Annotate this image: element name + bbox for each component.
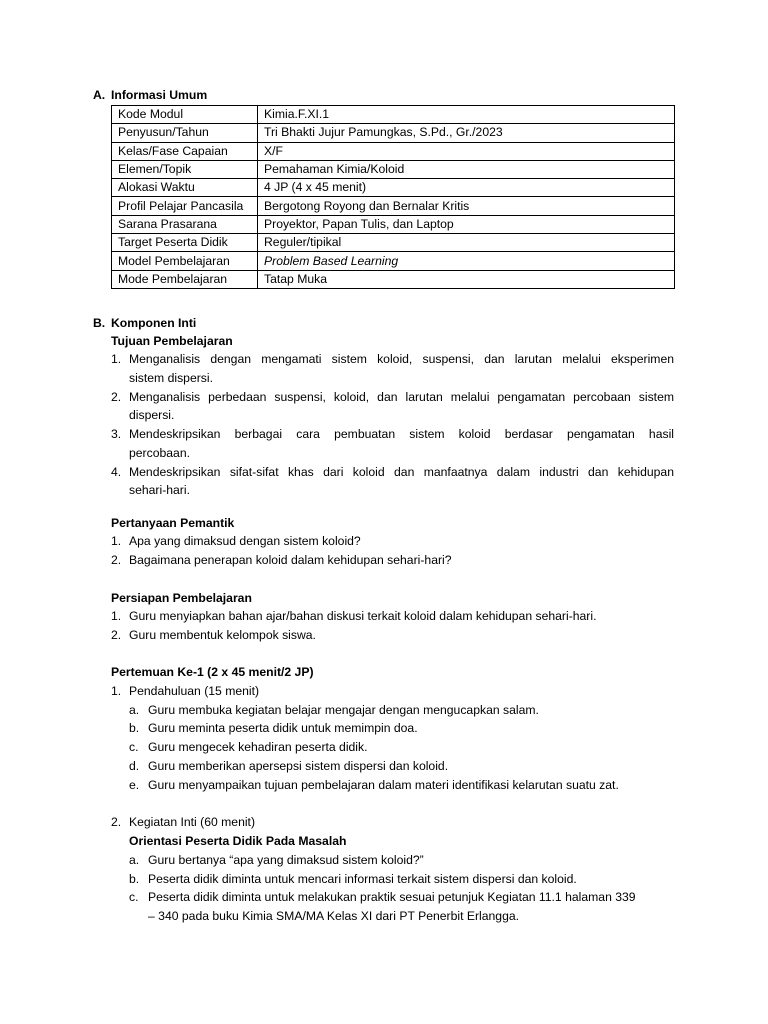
table-row bbox=[112, 142, 675, 160]
persiapan-heading: Persiapan Pembelajaran bbox=[111, 591, 252, 605]
list-item: Peserta didik diminta untuk mencari informasi terkait sistem dispersi dan koloid. bbox=[148, 872, 577, 886]
table-row bbox=[112, 179, 675, 197]
list-number: 2. bbox=[111, 628, 122, 642]
row-value: Reguler/tipikal bbox=[258, 234, 675, 252]
list-number: 2. bbox=[111, 390, 122, 404]
list-letter: d. bbox=[129, 759, 140, 773]
section-a-label: A. bbox=[93, 88, 106, 102]
list-item-continuation: sistem dispersi. bbox=[129, 371, 213, 385]
pemantik-heading: Pertanyaan Pemantik bbox=[111, 516, 235, 530]
table-row bbox=[112, 160, 675, 178]
list-number: 1. bbox=[111, 684, 122, 698]
list-item: Peserta didik diminta untuk melakukan praktik sesuai petunjuk Kegiatan 11.1 halaman 339 bbox=[148, 890, 636, 904]
orientasi-heading: Orientasi Peserta Didik Pada Masalah bbox=[129, 834, 347, 848]
list-letter: b. bbox=[129, 721, 140, 735]
row-value: Tri Bhakti Jujur Pamungkas, S.Pd., Gr./2023 bbox=[258, 124, 675, 142]
list-item: Bagaimana penerapan koloid dalam kehidupan sehari-hari? bbox=[129, 553, 452, 567]
tujuan-heading: Tujuan Pembelajaran bbox=[111, 334, 233, 348]
section-b-label: B. bbox=[93, 316, 106, 330]
list-item: Guru menyiapkan bahan ajar/bahan diskusi terkait koloid dalam kehidupan sehari-hari. bbox=[129, 609, 597, 623]
row-key: Elemen/Topik bbox=[112, 160, 258, 178]
row-key: Mode Pembelajaran bbox=[112, 270, 258, 288]
list-letter: e. bbox=[129, 778, 140, 792]
inti-title: Kegiatan Inti (60 menit) bbox=[129, 815, 256, 829]
list-number: 1. bbox=[111, 534, 122, 548]
list-number: 3. bbox=[111, 427, 122, 441]
row-key: Target Peserta Didik bbox=[112, 234, 258, 252]
list-letter: c. bbox=[129, 740, 139, 754]
pendahuluan-title: Pendahuluan (15 menit) bbox=[129, 684, 260, 698]
row-key: Penyusun/Tahun bbox=[112, 124, 258, 142]
list-letter: a. bbox=[129, 853, 140, 867]
list-letter: c. bbox=[129, 890, 139, 904]
list-item: Apa yang dimaksud dengan sistem koloid? bbox=[129, 534, 361, 548]
list-item: Guru mengecek kehadiran peserta didik. bbox=[148, 740, 368, 754]
list-number: 2. bbox=[111, 553, 122, 567]
table-row bbox=[112, 124, 675, 142]
row-key: Sarana Prasarana bbox=[112, 215, 258, 233]
row-key: Kode Modul bbox=[112, 106, 258, 124]
row-key: Alokasi Waktu bbox=[112, 179, 258, 197]
row-value: Kimia.F.XI.1 bbox=[258, 106, 675, 124]
row-value: Bergotong Royong dan Bernalar Kritis bbox=[258, 197, 675, 215]
row-value: 4 JP (4 x 45 menit) bbox=[258, 179, 675, 197]
list-item: Guru bertanya “apa yang dimaksud sistem koloid?” bbox=[148, 853, 424, 867]
section-b-title: Komponen Inti bbox=[111, 316, 197, 330]
row-key: Kelas/Fase Capaian bbox=[112, 142, 258, 160]
list-item: Guru membuka kegiatan belajar mengajar dengan mengucapkan salam. bbox=[148, 703, 539, 717]
list-item-continuation: dispersi. bbox=[129, 408, 175, 422]
list-number: 4. bbox=[111, 465, 122, 479]
list-number: 1. bbox=[111, 609, 122, 623]
row-value: Pemahaman Kimia/Koloid bbox=[258, 160, 675, 178]
info-table bbox=[111, 105, 675, 289]
list-item: Mendeskripsikan sifat-sifat khas dari koloid dan manfaatnya dalam industri dan kehidupan bbox=[129, 465, 674, 479]
list-item: Guru memberikan apersepsi sistem dispersi dan koloid. bbox=[148, 759, 449, 773]
row-value: Problem Based Learning bbox=[258, 252, 675, 270]
list-letter: a. bbox=[129, 703, 140, 717]
table-row bbox=[112, 270, 675, 288]
list-item-continuation: – 340 pada buku Kimia SMA/MA Kelas XI dari PT Penerbit Erlangga. bbox=[148, 909, 520, 923]
table-row bbox=[112, 215, 675, 233]
list-item: Mendeskripsikan berbagai cara pembuatan sistem koloid berdasar pengamatan hasil bbox=[129, 427, 674, 441]
list-item-continuation: percobaan. bbox=[129, 446, 190, 460]
table-row bbox=[112, 252, 675, 270]
row-value: X/F bbox=[258, 142, 675, 160]
row-value: Tatap Muka bbox=[258, 270, 675, 288]
list-item-continuation: sehari-hari. bbox=[129, 483, 190, 497]
list-item: Menganalisis dengan mengamati sistem koloid, suspensi, dan larutan melalui eksperimen bbox=[129, 352, 674, 366]
row-key: Model Pembelajaran bbox=[112, 252, 258, 270]
section-a-title: Informasi Umum bbox=[111, 88, 208, 102]
table-row bbox=[112, 106, 675, 124]
list-letter: b. bbox=[129, 872, 140, 886]
row-key: Profil Pelajar Pancasila bbox=[112, 197, 258, 215]
list-number: 2. bbox=[111, 815, 122, 829]
list-number: 1. bbox=[111, 352, 122, 366]
table-row bbox=[112, 197, 675, 215]
list-item: Guru meminta peserta didik untuk memimpin doa. bbox=[148, 721, 418, 735]
list-item: Guru menyampaikan tujuan pembelajaran dalam materi identifikasi kelarutan suatu zat. bbox=[148, 778, 619, 792]
list-item: Menganalisis perbedaan suspensi, koloid, dan larutan melalui pengamatan percobaan sistem bbox=[129, 390, 674, 404]
pertemuan-heading: Pertemuan Ke-1 (2 x 45 menit/2 JP) bbox=[111, 665, 314, 679]
row-value: Proyektor, Papan Tulis, dan Laptop bbox=[258, 215, 675, 233]
table-row bbox=[112, 234, 675, 252]
list-item: Guru membentuk kelompok siswa. bbox=[129, 628, 316, 642]
